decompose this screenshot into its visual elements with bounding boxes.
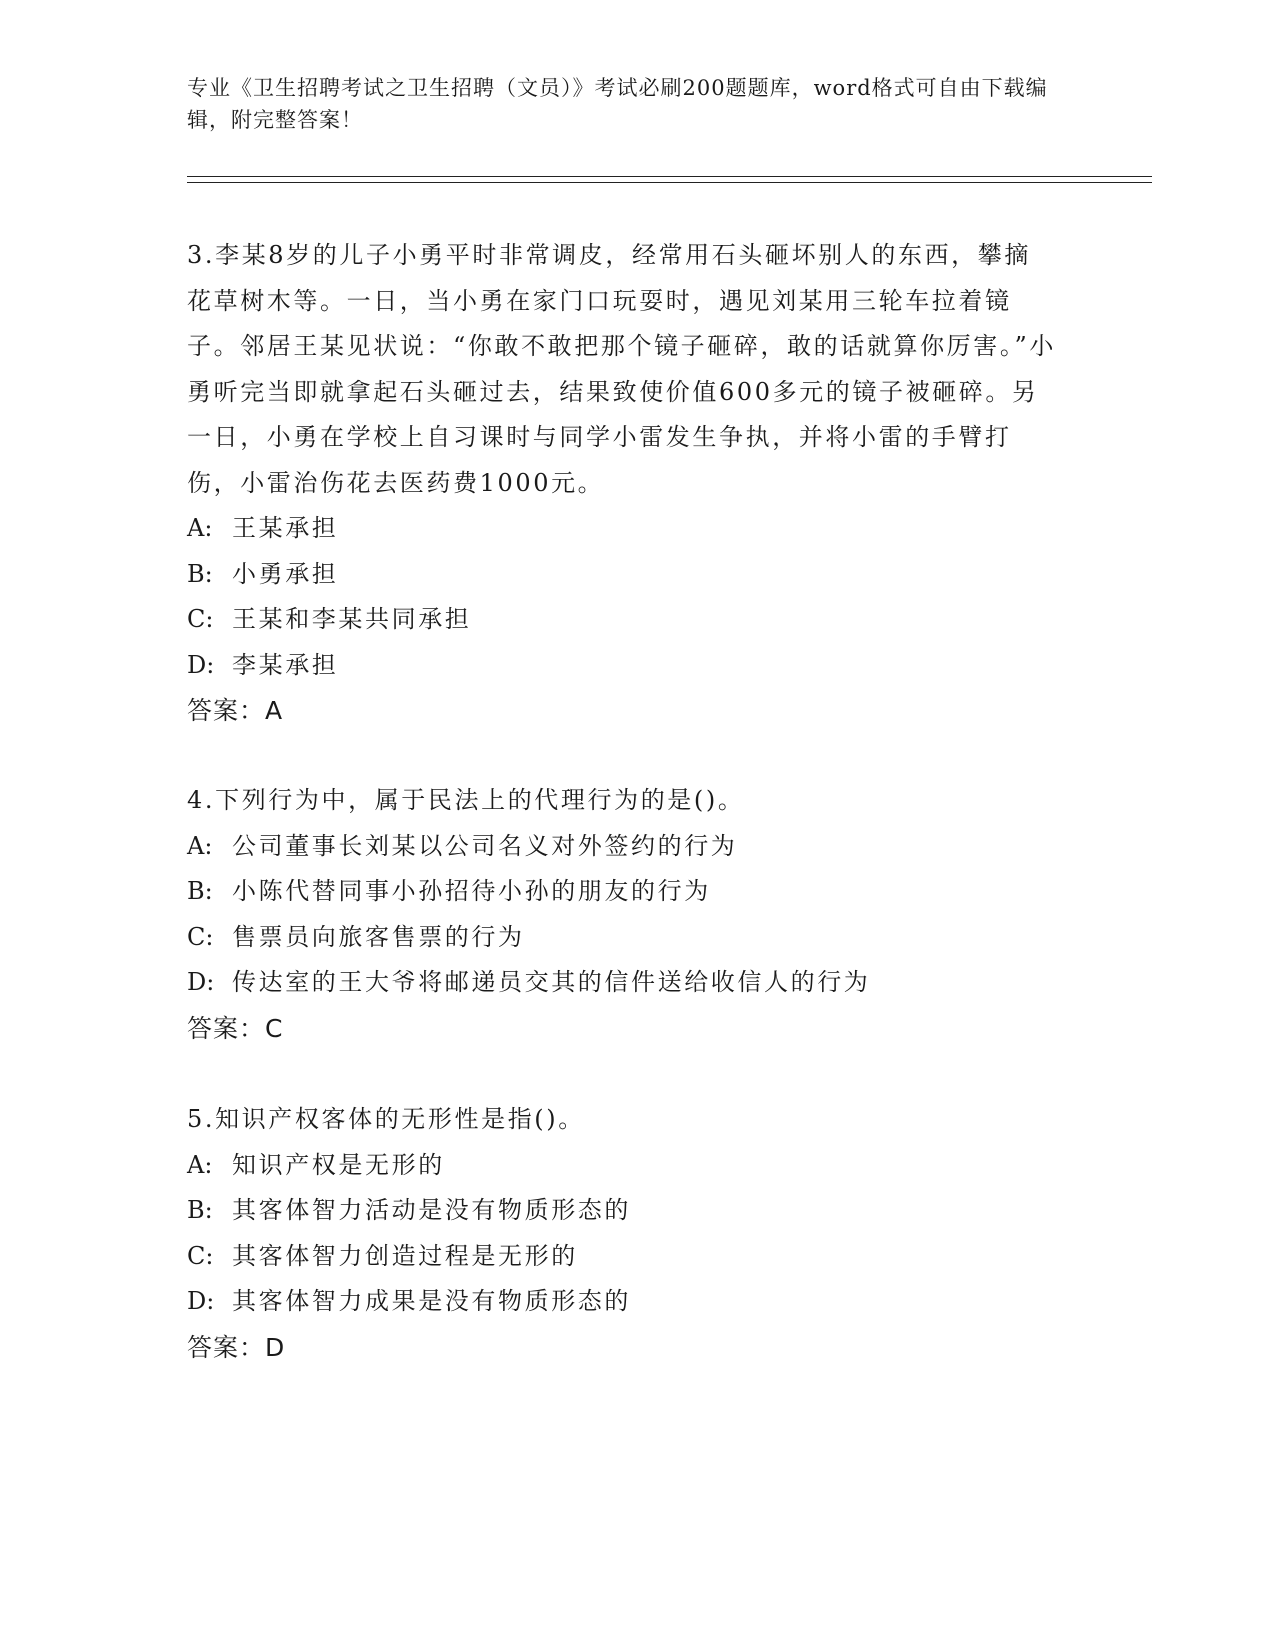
option-text: 小陈代替同事小孙招待小孙的朋友的行为 [232,877,711,905]
question-stem: 4.下列行为中，属于民法上的代理行为的是()。 [187,786,745,814]
option-text: 传达室的王大爷将邮递员交其的信件送给收信人的行为 [232,968,871,996]
option-letter: A: [187,1150,213,1179]
option-a [187,824,1057,870]
option-letter: C: [187,1241,214,1270]
option-text: 知识产权是无形的 [232,1150,445,1179]
option-letter: A: [187,514,213,542]
option-letter: C: [187,922,214,951]
option-letter: B: [187,559,213,588]
answer-line: 答案：A [187,696,284,725]
option-text: 李某承担 [232,650,339,679]
option-text: 售票员向旅客售票的行为 [232,922,525,951]
header-divider-top [187,176,1152,177]
option-c [187,1234,1057,1280]
option-c [187,597,1057,643]
option-text: 其客体智力活动是没有物质形态的 [232,1196,631,1224]
header-divider-bottom [187,182,1152,183]
option-text: 王某承担 [232,514,339,542]
option-letter: D: [187,650,215,679]
option-letter: D: [187,1287,215,1315]
document-header: 专业《卫生招聘考试之卫生招聘（文员）》考试必刷200题题库，word格式可自由下载编辑，附完整答案！ [187,76,1048,132]
option-b [187,869,1057,915]
option-letter: C: [187,605,214,633]
question-3 [187,233,1057,734]
option-text: 小勇承担 [232,559,339,588]
option-b [187,552,1057,598]
option-d [187,643,1057,689]
option-a [187,506,1057,552]
option-c [187,915,1057,961]
option-a [187,1143,1057,1189]
option-letter: A: [187,831,213,860]
option-letter: B: [187,877,213,905]
option-d [187,1279,1057,1325]
answer-line: 答案：C [187,1013,284,1043]
option-b [187,1188,1057,1234]
option-text: 其客体智力创造过程是无形的 [232,1241,578,1270]
question-5 [187,1097,1057,1370]
option-d [187,960,1057,1006]
answer-line: 答案：D [187,1332,286,1362]
option-text: 其客体智力成果是没有物质形态的 [232,1287,631,1315]
option-text: 公司董事长刘某以公司名义对外签约的行为 [232,831,738,860]
option-text: 王某和李某共同承担 [232,605,472,633]
option-letter: D: [187,968,215,996]
question-stem: 3.李某8岁的儿子小勇平时非常调皮，经常用石头砸坏别人的东西，攀摘花草树木等。一日，当小勇在家门口玩耍时，遇见刘某用三轮车拉着镜子。邻居王某见状说：“你敢不敢把那个镜子砸碎，敢的话就算你厉害。”小勇听完当即就拿起石头砸过去，结果致使价值600多元的镜子被砸碎。另一日，小勇在学校上自习课时与同学小雷发生争执，并将小雷的手臂打伤，小雷治伤花去医药费1000元。 [187,241,1056,497]
option-letter: B: [187,1196,213,1224]
question-4 [187,778,1057,1051]
question-stem: 5.知识产权客体的无形性是指()。 [187,1105,585,1133]
